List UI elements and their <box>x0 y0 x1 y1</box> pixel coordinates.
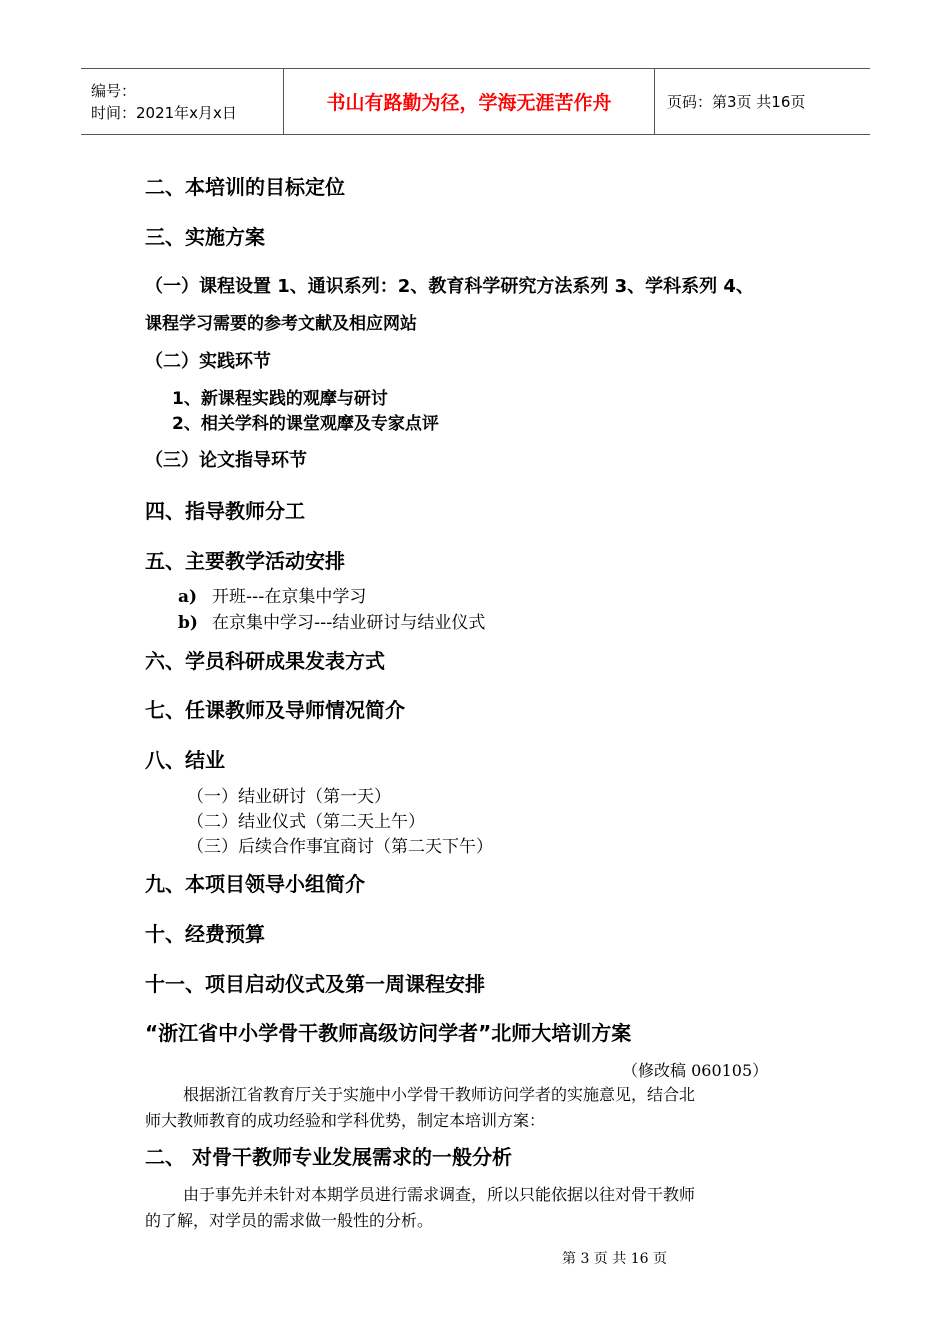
thesis-heading: （三）论文指导环节 <box>145 450 307 471</box>
section-heading-10: 十、经费预算 <box>145 922 265 946</box>
section-heading-9: 九、本项目领导小组简介 <box>145 872 365 896</box>
header-number-label: 编号： <box>91 81 137 100</box>
plan-title: “浙江省中小学骨干教师高级访问学者”北师大培训方案 <box>145 1021 632 1045</box>
section-heading-2: 二、本培训的目标定位 <box>145 175 345 199</box>
header-motto: 书山有路勤为径，学海无涯苦作舟 <box>326 92 612 114</box>
page-footer: 第 3 页 共 16 页 <box>562 1251 667 1267</box>
section-heading-7: 七、任课教师及导师情况简介 <box>145 698 405 722</box>
section-heading-8: 八、结业 <box>145 748 225 772</box>
section-heading-3: 三、实施方案 <box>145 225 265 249</box>
activity-item-a <box>178 582 366 607</box>
practice-item-2: 2、相关学科的课堂观摩及专家点评 <box>172 414 439 434</box>
activity-item-b-label: b) <box>178 613 198 633</box>
section-heading-11: 十一、项目启动仪式及第一周课程安排 <box>145 972 485 996</box>
needs-para-line-2: 的了解，对学员的需求做一般性的分析。 <box>145 1211 434 1230</box>
practice-heading: （二）实践环节 <box>145 351 271 372</box>
course-setup-line-1: （一）课程设置 1、通识系列：2、教育科学研究方法系列 3、学科系列 4、 <box>145 276 754 297</box>
graduation-item-2: （二）结业仪式（第二天上午） <box>187 812 425 832</box>
activity-item-a-text: 开班---在京集中学习 <box>212 587 367 607</box>
header-page-label: 页码：第3页 共16页 <box>667 93 806 111</box>
intro-line-2: 师大教师教育的成功经验和学科优势，制定本培训方案： <box>145 1111 546 1130</box>
header-motto-cell <box>283 69 655 134</box>
activity-item-b-text: 在京集中学习---结业研讨与结业仪式 <box>212 613 486 633</box>
practice-item-1: 1、新课程实践的观摩与研讨 <box>172 389 388 409</box>
course-setup-line-2: 课程学习需要的参考文献及相应网站 <box>145 314 417 334</box>
activity-item-b <box>178 608 485 633</box>
section-heading-6: 六、学员科研成果发表方式 <box>145 649 385 673</box>
section-heading-5: 五、主要教学活动安排 <box>145 549 345 573</box>
header-date-label: 时间：2021年x月x日 <box>91 103 237 122</box>
activity-item-a-label: a) <box>178 587 198 607</box>
header-page-cell <box>655 69 870 134</box>
intro-line-1: 根据浙江省教育厅关于实施中小学骨干教师访问学者的实施意见，结合北 <box>183 1085 696 1104</box>
graduation-item-1: （一）结业研讨（第一天） <box>187 787 391 807</box>
graduation-item-3: （三）后续合作事宜商讨（第二天下午） <box>187 837 493 857</box>
header-left-cell <box>81 69 283 134</box>
needs-para-line-1: 由于事先并未针对本期学员进行需求调查，所以只能依据以往对骨干教师 <box>183 1185 696 1204</box>
needs-analysis-heading: 二、 对骨干教师专业发展需求的一般分析 <box>145 1145 512 1169</box>
page-header <box>81 68 870 135</box>
section-heading-4: 四、指导教师分工 <box>145 499 305 523</box>
plan-revision: （修改稿 060105） <box>622 1061 769 1080</box>
